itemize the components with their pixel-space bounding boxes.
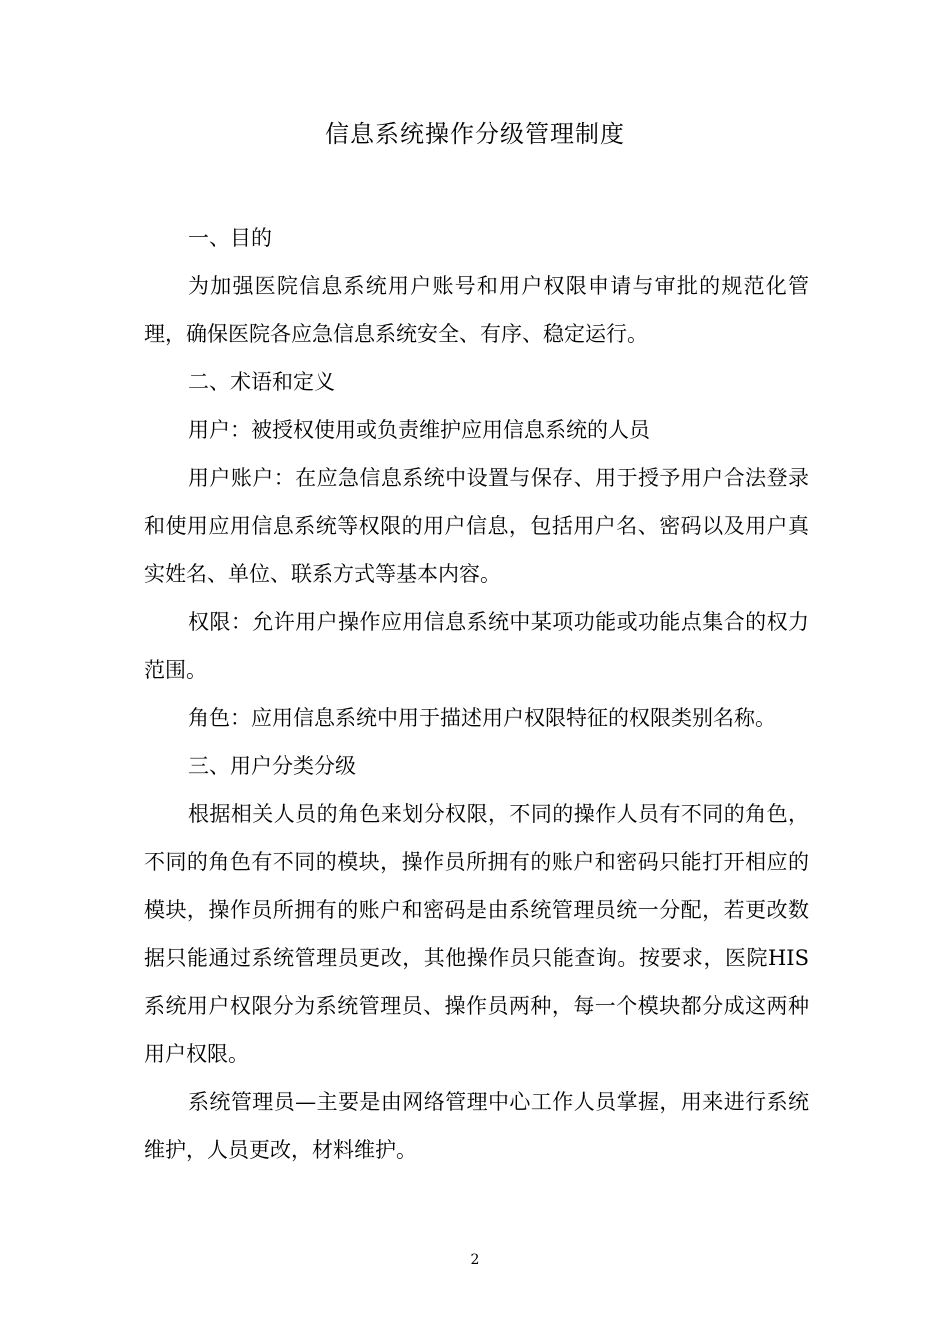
document-body (144, 214, 809, 1174)
paragraph-permission-definition: 权限：允许用户操作应用信息系统中某项功能或功能点集合的权力范围。 (144, 610, 809, 682)
paragraph-system-administrator: 系统管理员—主要是由网络管理中心工作人员掌握，用来进行系统维护，人员更改，材料维护。 (144, 1090, 809, 1162)
paragraph-role-definition: 角色：应用信息系统中用于描述用户权限特征的权限类别名称。 (188, 706, 776, 730)
paragraph-user-account-definition: 用户账户：在应急信息系统中设置与保存、用于授予用户合法登录和使用应用信息系统等权限的用户信息，包括用户名、密码以及用户真实姓名、单位、联系方式等基本内容。 (144, 466, 809, 586)
paragraph-user-definition: 用户：被授权使用或负责维护应用信息系统的人员 (188, 418, 650, 442)
section-heading-terms: 二、术语和定义 (188, 370, 335, 394)
section-heading-user-classification: 三、用户分类分级 (188, 754, 356, 778)
section-heading-purpose: 一、目的 (188, 226, 272, 250)
paragraph-user-classification: 根据相关人员的角色来划分权限，不同的操作人员有不同的角色，不同的角色有不同的模块，操作员所拥有的账户和密码只能打开相应的模块，操作员所拥有的账户和密码是由系统管理员统一分配，若更改数据只能通过系统管理员更改，其他操作员只能查询。按要求，医院HIS系统用户权限分为系统管理员、操作员两种，每一个模块都分成这两种用户权限。 (144, 802, 809, 1066)
paragraph-purpose: 为加强医院信息系统用户账号和用户权限申请与审批的规范化管理，确保医院各应急信息系统安全、有序、稳定运行。 (144, 274, 809, 346)
page-number: 2 (470, 1252, 480, 1268)
document-title: 信息系统操作分级管理制度 (325, 120, 625, 148)
